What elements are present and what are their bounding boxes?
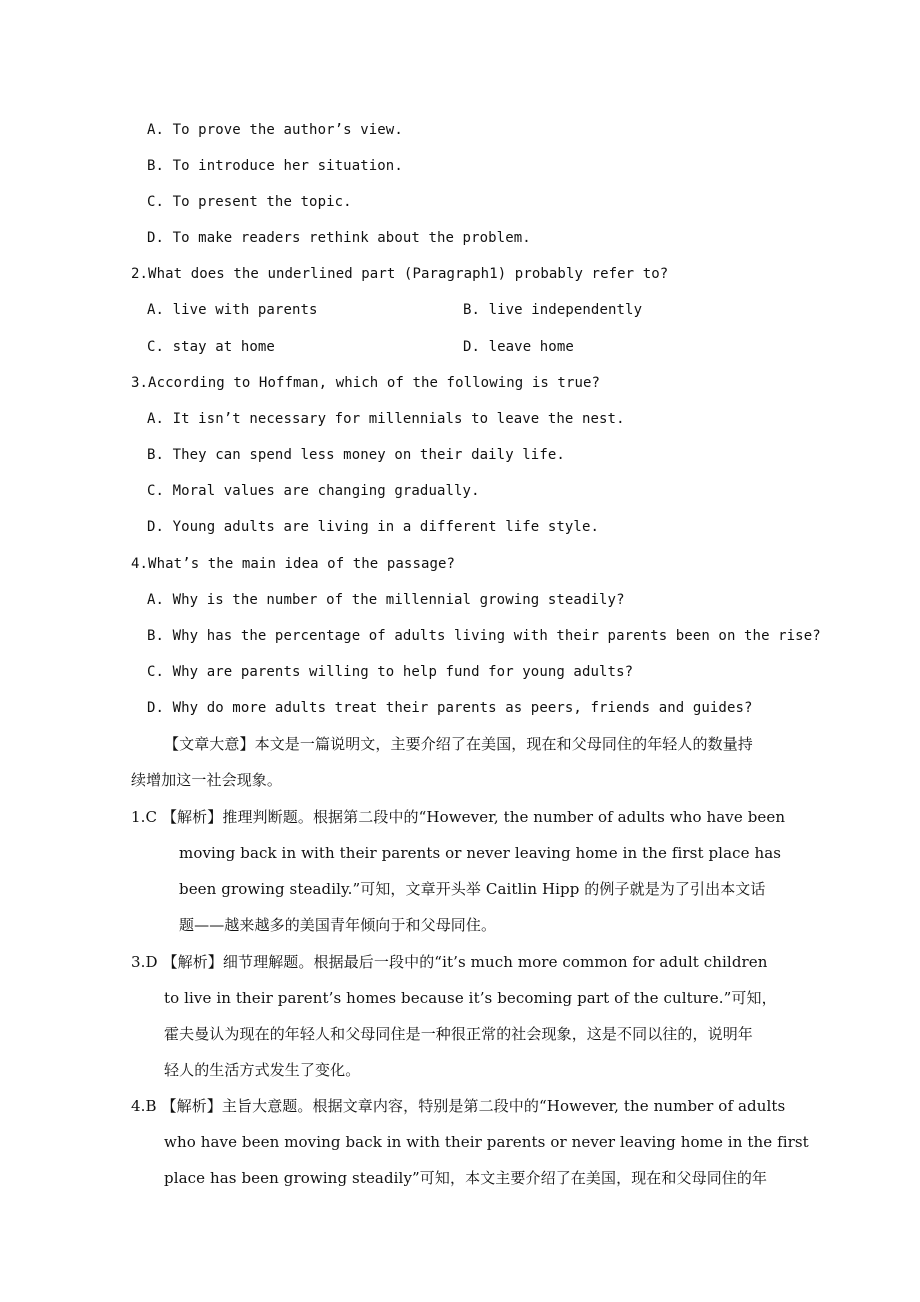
- q3-option-a: A. It isn’t necessary for millennials to leave the nest.: [147, 411, 625, 427]
- explanation-4-line: 4.B 【解析】主旨大意题。根据文章内容，特别是第二段中的“However, the number of adults: [131, 1097, 786, 1115]
- q1-option-b: B. To introduce her situation.: [147, 158, 403, 174]
- q3-option-b: B. They can spend less money on their daily life.: [147, 447, 565, 463]
- explanation-1-line: 题——越来越多的美国青年倾向于和父母同住。: [179, 916, 497, 934]
- q4-option-b: B. Why has the percentage of adults living with their parents been on the rise?: [147, 628, 821, 644]
- explanation-1-line: moving back in with their parents or never leaving home in the first place has: [179, 844, 782, 862]
- q2-option-c: C. stay at home: [147, 339, 275, 355]
- explanation-4-line: place has been growing steadily”可知，本文主要介绍了在美国，现在和父母同住的年: [164, 1169, 768, 1187]
- q4-option-a: A. Why is the number of the millennial growing steadily?: [147, 592, 625, 608]
- q3-option-c: C. Moral values are changing gradually.: [147, 483, 480, 499]
- q4-option-c: C. Why are parents willing to help fund for young adults?: [147, 664, 634, 680]
- explanation-3-line: 霍夫曼认为现在的年轻人和父母同住是一种很正常的社会现象，这是不同以往的，说明年: [164, 1025, 753, 1043]
- q3-stem: 3.According to Hoffman, which of the following is true?: [131, 375, 601, 391]
- q1-option-c: C. To present the topic.: [147, 194, 352, 210]
- summary-line: 【文章大意】本文是一篇说明文，主要介绍了在美国，现在和父母同住的年轻人的数量持: [164, 735, 753, 753]
- explanation-3-line: 轻人的生活方式发生了变化。: [164, 1061, 361, 1079]
- q1-option-d: D. To make readers rethink about the problem.: [147, 230, 531, 246]
- q2-option-b: B. live independently: [463, 302, 643, 318]
- q2-stem: 2.What does the underlined part (Paragraph1) probably refer to?: [131, 266, 669, 282]
- explanation-1-line: 1.C 【解析】推理判断题。根据第二段中的“However, the number of adults who have been: [131, 808, 786, 826]
- q1-option-a: A. To prove the author’s view.: [147, 122, 403, 138]
- q2-option-a: A. live with parents: [147, 302, 318, 318]
- q4-option-d: D. Why do more adults treat their parents as peers, friends and guides?: [147, 700, 753, 716]
- q4-stem: 4.What’s the main idea of the passage?: [131, 556, 456, 572]
- summary-line: 续增加这一社会现象。: [131, 771, 283, 789]
- q3-option-d: D. Young adults are living in a different life style.: [147, 519, 600, 535]
- explanation-3-line: 3.D 【解析】细节理解题。根据最后一段中的“it’s much more common for adult children: [131, 953, 768, 971]
- q2-option-d: D. leave home: [463, 339, 574, 355]
- explanation-4-line: who have been moving back in with their parents or never leaving home in the first: [164, 1133, 809, 1151]
- explanation-1-line: been growing steadily.”可知，文章开头举 Caitlin Hipp 的例子就是为了引出本文话: [179, 880, 766, 898]
- explanation-3-line: to live in their parent’s homes because it’s becoming part of the culture.”可知，: [164, 989, 777, 1007]
